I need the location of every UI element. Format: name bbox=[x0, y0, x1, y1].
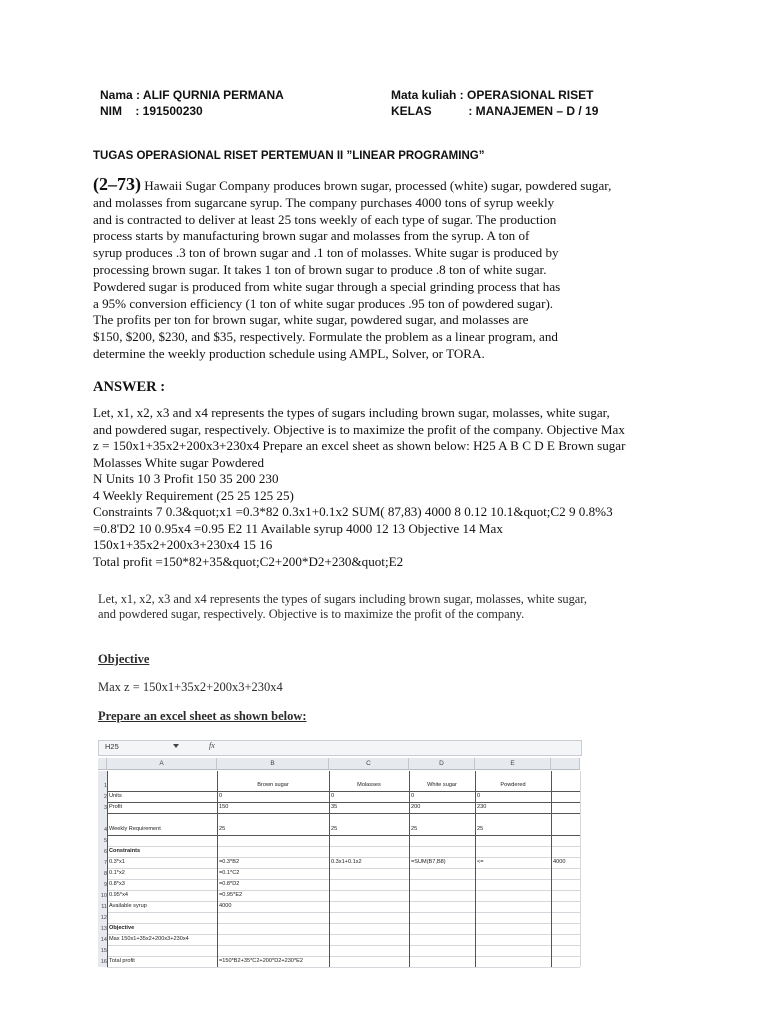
row-header[interactable]: 13 bbox=[98, 923, 108, 934]
sheet-cell[interactable]: 0 bbox=[219, 793, 223, 799]
column-header[interactable] bbox=[551, 758, 580, 770]
grid-line bbox=[107, 813, 580, 814]
grid-line bbox=[107, 912, 580, 913]
sheet-cell[interactable]: 35 bbox=[331, 804, 338, 810]
row-header[interactable]: 10 bbox=[98, 890, 108, 901]
sheet-cell[interactable]: 0.95*x4 bbox=[109, 892, 128, 898]
row-header[interactable]: 15 bbox=[98, 945, 108, 956]
column-header[interactable]: B bbox=[217, 758, 329, 770]
sheet-corner[interactable] bbox=[98, 758, 107, 770]
sheet-cell[interactable]: White sugar bbox=[427, 782, 457, 788]
sheet-cell[interactable]: 25 bbox=[219, 826, 226, 832]
problem-line: process starts by manufacturing brown sugar and molasses from the syrup. A ton of bbox=[93, 228, 530, 244]
grid-line bbox=[217, 771, 218, 967]
answer-line: N Units 10 3 Profit 150 35 200 230 bbox=[93, 471, 279, 486]
answer-text bbox=[93, 405, 683, 570]
grid-line bbox=[107, 934, 580, 935]
answer-line: Molasses White sugar Powdered bbox=[93, 454, 265, 470]
grid-line bbox=[107, 846, 580, 847]
screenshot-prepare-heading: Prepare an excel sheet as shown below: bbox=[98, 709, 307, 723]
class-name: KELAS : MANAJEMEN – D / 19 bbox=[391, 104, 599, 118]
column-header[interactable]: E bbox=[475, 758, 551, 770]
sheet-cell[interactable]: =150*B2+35*C2+200*D2+230*E2 bbox=[219, 958, 303, 964]
sheet-cell[interactable]: <= bbox=[477, 859, 484, 865]
answer-line: 4 Weekly Requirement (25 25 125 25) bbox=[93, 487, 294, 503]
sheet-cell[interactable]: 25 bbox=[411, 826, 418, 832]
grid-line bbox=[107, 945, 580, 946]
answer-line: z = 150x1+35x2+200x3+230x4 Prepare an excel sheet as shown below: H25 A B C D E Brown sugar bbox=[93, 438, 626, 453]
row-header[interactable]: 9 bbox=[98, 879, 108, 890]
sheet-cell[interactable]: 0.3x1+0.1x2 bbox=[331, 859, 362, 865]
grid-line bbox=[107, 835, 580, 836]
sheet-cell[interactable]: 25 bbox=[331, 826, 338, 832]
answer-line: 150x1+35x2+200x3+230x4 15 16 bbox=[93, 537, 273, 552]
sheet-cell[interactable]: Profit bbox=[109, 804, 123, 810]
answer-line: Let, x1, x2, x3 and x4 represents the types of sugars including brown sugar, molasses, white sugar, bbox=[93, 405, 610, 420]
sheet-cell[interactable]: 0.3*x1 bbox=[109, 859, 125, 865]
sheet-cell[interactable]: Brown sugar bbox=[257, 782, 289, 788]
screenshot-objective: Max z = 150x1+35x2+200x3+230x4 bbox=[98, 680, 283, 694]
grid-line bbox=[475, 771, 476, 967]
row-header[interactable]: 12 bbox=[98, 912, 108, 923]
excel-sheet bbox=[98, 740, 588, 1024]
grid-line bbox=[107, 879, 580, 880]
sheet-cell[interactable]: Molasses bbox=[357, 782, 381, 788]
problem-line: Powdered sugar is produced from white sugar through a special grinding process that has bbox=[93, 278, 561, 294]
column-header[interactable]: D bbox=[409, 758, 475, 770]
grid-line bbox=[107, 956, 580, 957]
sheet-cell[interactable]: 0 bbox=[411, 793, 415, 799]
row-header[interactable]: 16 bbox=[98, 956, 108, 967]
grid-line bbox=[107, 923, 580, 924]
sheet-cell[interactable]: =0.3*B2 bbox=[219, 859, 240, 865]
grid-line bbox=[107, 901, 580, 902]
sheet-cell[interactable]: 0 bbox=[477, 793, 481, 799]
sheet-cell[interactable]: 0.8*x3 bbox=[109, 881, 125, 887]
grid-line bbox=[329, 771, 330, 967]
grid-line bbox=[551, 771, 552, 967]
problem-line: processing brown sugar. It takes 1 ton of brown sugar to produce .8 ton of white sugar. bbox=[93, 261, 547, 277]
row-header[interactable]: 8 bbox=[98, 868, 108, 879]
sheet-cell[interactable]: =0.8*D2 bbox=[219, 881, 240, 887]
sheet-cell[interactable]: =SUM(B7,B8) bbox=[411, 859, 446, 865]
problem-line: $150, $200, $230, and $35, respectively. Formulate the problem as a linear program, and bbox=[93, 329, 558, 345]
problem-line: syrup produces .3 ton of brown sugar and .1 ton of molasses. White sugar is produced by bbox=[93, 245, 559, 261]
grid-line bbox=[107, 868, 580, 869]
row-header[interactable]: 11 bbox=[98, 901, 108, 912]
sheet-cell[interactable]: 25 bbox=[477, 826, 484, 832]
answer-line: Total profit =150*82+35&quot;C2+200*D2+230&quot;E2 bbox=[93, 553, 404, 569]
fx-icon: fx bbox=[209, 741, 215, 750]
sheet-cell[interactable]: Max 150x1+35x2+200x3+230x4 bbox=[109, 936, 189, 942]
problem-line: determine the weekly production schedule using AMPL, Solver, or TORA. bbox=[93, 345, 485, 361]
grid-line bbox=[107, 857, 580, 858]
answer-line: =0.8'D2 10 0.95x4 =0.95 E2 11 Available syrup 4000 12 13 Objective 14 Max bbox=[93, 520, 503, 536]
sheet-cell[interactable]: 150 bbox=[219, 804, 229, 810]
grid-line bbox=[580, 771, 581, 967]
grid-line bbox=[107, 771, 108, 967]
row-header[interactable]: 3 bbox=[98, 802, 108, 813]
sheet-cell[interactable]: Weekly Requirement bbox=[109, 826, 161, 832]
sheet-cell[interactable]: 230 bbox=[477, 804, 487, 810]
problem-number: (2–73) bbox=[93, 174, 141, 194]
embedded-screenshot bbox=[94, 588, 594, 1024]
student-name: Nama : ALIF QURNIA PERMANA bbox=[100, 88, 284, 102]
sheet-cell[interactable]: 0 bbox=[331, 793, 335, 799]
student-nim: NIM : 191500230 bbox=[100, 104, 203, 118]
sheet-cell[interactable]: Total profit bbox=[109, 958, 135, 964]
sheet-cell[interactable]: Objective bbox=[109, 925, 135, 931]
name-box: H25 bbox=[105, 742, 119, 751]
sheet-cell[interactable]: =0.95*E2 bbox=[219, 892, 243, 898]
sheet-cell[interactable]: Powdered bbox=[500, 782, 526, 788]
sheet-cell[interactable]: Constraints bbox=[109, 848, 141, 854]
problem-line: Hawaii Sugar Company produces brown sugar, processed (white) sugar, powdered sugar, bbox=[141, 178, 612, 193]
sheet-cell[interactable]: 200 bbox=[411, 804, 421, 810]
row-header[interactable]: 2 bbox=[98, 791, 108, 802]
sheet-cell[interactable]: 4000 bbox=[219, 903, 232, 909]
formula-bar bbox=[98, 740, 582, 756]
row-header[interactable]: 1 bbox=[98, 771, 108, 791]
sheet-cell[interactable]: =0.1*C2 bbox=[219, 870, 240, 876]
row-header[interactable]: 5 bbox=[98, 835, 108, 846]
answer-line: Constraints 7 0.3&quot;x1 =0.3*82 0.3x1+0.1x2 SUM( 87,83) 4000 8 0.12 10.1&quot;C2 9 0.8%3 bbox=[93, 504, 613, 519]
grid-line bbox=[107, 967, 580, 968]
row-header[interactable]: 4 bbox=[98, 813, 108, 835]
screenshot-objective-heading: Objective bbox=[98, 652, 150, 666]
grid-line bbox=[107, 890, 580, 891]
sheet-cell[interactable]: 4000 bbox=[553, 859, 566, 865]
problem-line: and molasses from sugarcane syrup. The company purchases 4000 tons of syrup weekly bbox=[93, 194, 555, 210]
problem-line: and is contracted to deliver at least 25 tons weekly of each type of sugar. The production bbox=[93, 211, 557, 227]
assignment-title: TUGAS OPERASIONAL RISET PERTEMUAN II ”LINEAR PROGRAMING” bbox=[93, 150, 485, 162]
grid-line bbox=[107, 791, 580, 792]
sheet-cell[interactable]: Available syrup bbox=[109, 903, 147, 909]
row-header[interactable]: 7 bbox=[98, 857, 108, 868]
sheet-cell[interactable]: 0.1*x2 bbox=[109, 870, 125, 876]
grid-line bbox=[409, 771, 410, 967]
grid-line bbox=[107, 802, 580, 803]
course-name: Mata kuliah : OPERASIONAL RISET bbox=[391, 88, 594, 102]
column-header[interactable]: A bbox=[107, 758, 217, 770]
screenshot-paragraph: Let, x1, x2, x3 and x4 represents the types of sugars including brown sugar, molasses, white sugar, and powdered sugar, respectively. Objective is to maximize the profit of the company. bbox=[98, 592, 588, 622]
name-box-dropdown-icon bbox=[173, 744, 179, 748]
row-header[interactable]: 14 bbox=[98, 934, 108, 945]
problem-line: a 95% conversion efficiency (1 ton of white sugar produces .95 ton of powdered sugar). bbox=[93, 295, 554, 311]
answer-heading: ANSWER : bbox=[93, 379, 166, 395]
problem-statement bbox=[93, 176, 673, 363]
answer-line: and powdered sugar, respectively. Objective is to maximize the profit of the company. Objective Max bbox=[93, 421, 625, 437]
sheet-cell[interactable]: Units bbox=[109, 793, 122, 799]
row-header[interactable]: 6 bbox=[98, 846, 108, 857]
problem-line: The profits per ton for brown sugar, white sugar, powdered sugar, and molasses are bbox=[93, 312, 529, 328]
column-header[interactable]: C bbox=[329, 758, 409, 770]
